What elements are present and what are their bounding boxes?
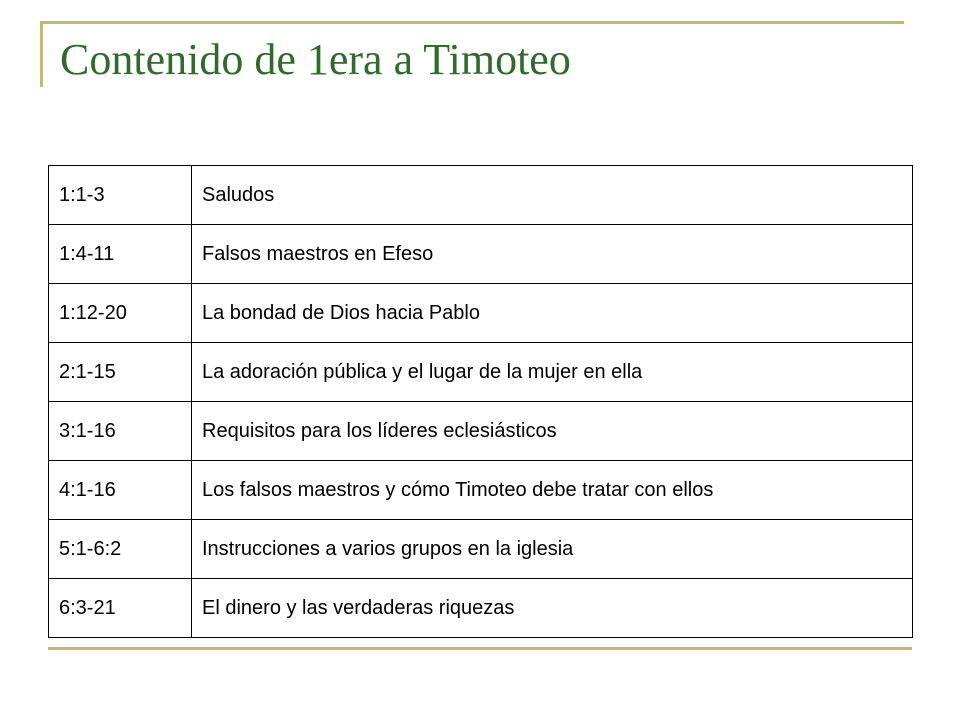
table-row	[49, 520, 913, 579]
table-row	[49, 579, 913, 638]
table-row	[49, 166, 913, 225]
section-description: Instrucciones a varios grupos en la iglesia	[192, 520, 913, 579]
section-description: La bondad de Dios hacia Pablo	[192, 284, 913, 343]
section-description: La adoración pública y el lugar de la mujer en ella	[192, 343, 913, 402]
left-accent-line	[40, 21, 43, 87]
contents-table-container	[48, 165, 913, 638]
table-row	[49, 225, 913, 284]
section-description: El dinero y las verdaderas riquezas	[192, 579, 913, 638]
section-description: Saludos	[192, 166, 913, 225]
passage-reference: 5:1-6:2	[49, 520, 192, 579]
passage-reference: 4:1-16	[49, 461, 192, 520]
table-row	[49, 343, 913, 402]
passage-reference: 1:4-11	[49, 225, 192, 284]
passage-reference: 1:1-3	[49, 166, 192, 225]
contents-table	[48, 165, 913, 638]
table-row	[49, 402, 913, 461]
top-accent-line	[40, 21, 904, 24]
section-description: Requisitos para los líderes eclesiásticos	[192, 402, 913, 461]
bottom-accent-line	[48, 647, 912, 650]
table-row	[49, 284, 913, 343]
passage-reference: 6:3-21	[49, 579, 192, 638]
passage-reference: 2:1-15	[49, 343, 192, 402]
passage-reference: 1:12-20	[49, 284, 192, 343]
section-description: Los falsos maestros y cómo Timoteo debe tratar con ellos	[192, 461, 913, 520]
table-row	[49, 461, 913, 520]
section-description: Falsos maestros en Efeso	[192, 225, 913, 284]
passage-reference: 3:1-16	[49, 402, 192, 461]
slide-title: Contenido de 1era a Timoteo	[60, 35, 571, 84]
